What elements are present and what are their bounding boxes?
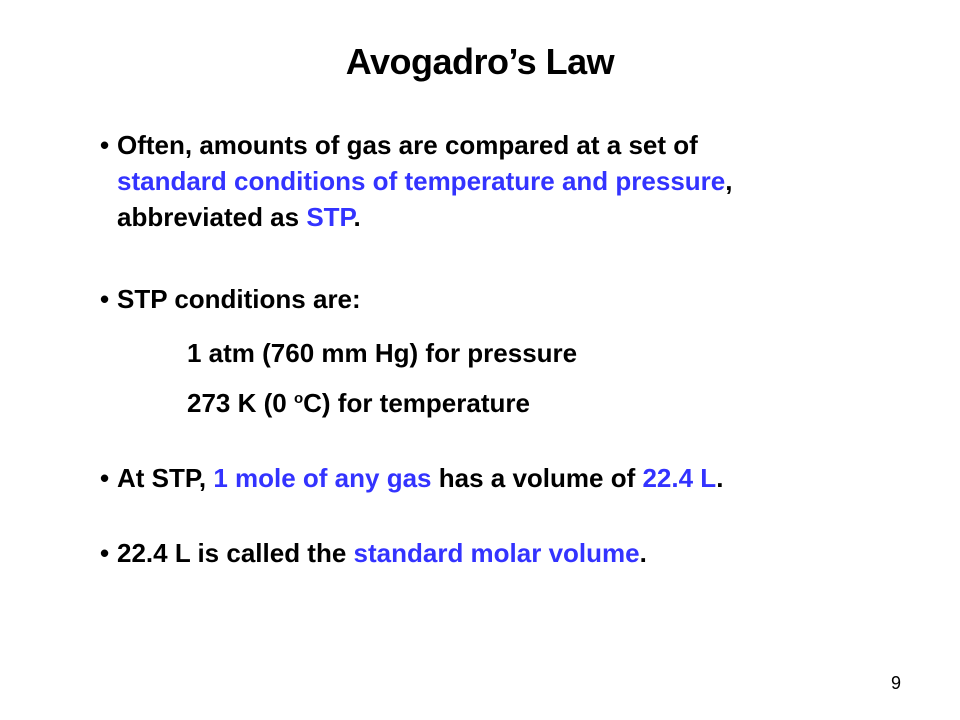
bullet4-line xyxy=(100,535,920,571)
temperature-text-pre: 273 K (0 xyxy=(187,388,294,418)
bullet-line-1 xyxy=(100,127,920,163)
bullet1-highlight-stp: STP xyxy=(306,202,354,232)
bullet2-text: STP conditions are: xyxy=(117,284,361,314)
temperature-text-post: C) for temperature xyxy=(303,388,530,418)
bullet4-text-part1: 22.4 L is called the xyxy=(117,538,354,568)
bullet3-line xyxy=(100,460,920,496)
bullet3-text-part3: has a volume of xyxy=(431,463,643,493)
bullet-stp-conditions xyxy=(100,281,920,317)
bullet2-line xyxy=(100,281,920,317)
bullet-standard-molar-volume xyxy=(100,535,920,571)
bullet4-highlight-standard-molar-volume: standard molar volume xyxy=(353,538,640,568)
bullet-dot: • xyxy=(100,130,110,160)
bullet3-text-part1: At STP, xyxy=(117,463,214,493)
bullet3-highlight-volume: 22.4 L xyxy=(642,463,717,493)
bullet-stp-intro xyxy=(100,127,920,235)
bullet-dot: • xyxy=(100,463,110,493)
bullet1-text-period: . xyxy=(353,202,361,232)
stp-temperature-line xyxy=(187,386,530,420)
bullet-dot: • xyxy=(100,284,110,314)
bullet3-text-period: . xyxy=(716,463,724,493)
bullet-dot: • xyxy=(100,538,110,568)
bullet1-highlight-standard-conditions: standard conditions of temperature and pressure xyxy=(117,166,726,196)
bullet4-text-period: . xyxy=(639,538,647,568)
bullet1-text-part1: Often, amounts of gas are compared at a set of xyxy=(117,130,698,160)
bullet-molar-volume-fact xyxy=(100,460,920,496)
bullet1-text-abbreviated: abbreviated as xyxy=(117,202,307,232)
bullet1-text-comma: , xyxy=(725,166,733,196)
bullet3-highlight-one-mole: 1 mole of any gas xyxy=(213,463,432,493)
bullet-line-2 xyxy=(100,163,920,199)
page-number: 9 xyxy=(890,673,901,693)
bullet-line-3 xyxy=(100,199,920,235)
stp-pressure-line: 1 atm (760 mm Hg) for pressure xyxy=(187,338,578,368)
degree-symbol: o xyxy=(293,390,304,407)
slide-title: Avogadro’s Law xyxy=(345,41,615,82)
